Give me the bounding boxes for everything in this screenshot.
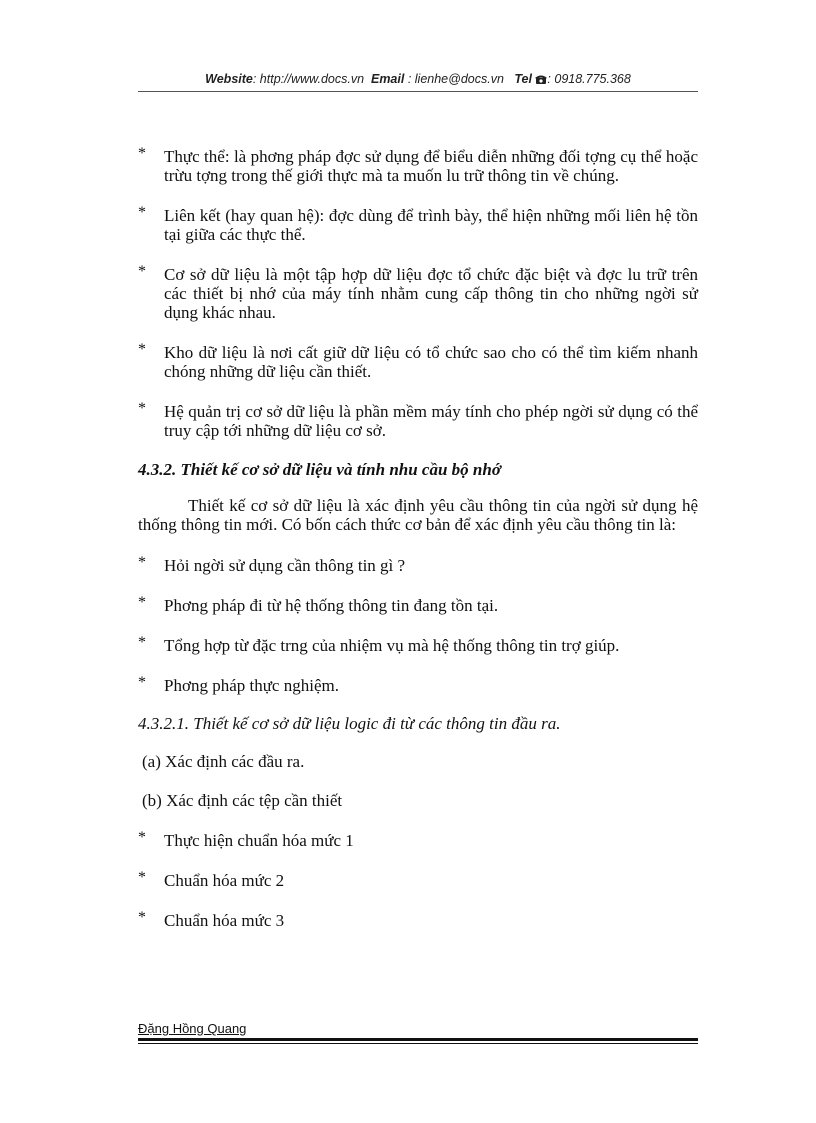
- footer-divider-thin: [138, 1043, 698, 1044]
- step-item: (a) Xác định các đầu ra.: [142, 752, 305, 771]
- definition-item: [138, 147, 698, 185]
- definition-text: Kho dữ liệu là nơi cất giữ dữ liệu có tổ chức sao cho có thể tìm kiếm nhanh chóng những dữ liệu cần thiết.: [164, 343, 698, 381]
- footer-author: Đặng Hồng Quang: [138, 1021, 247, 1036]
- tel-value: : 0918.775.368: [547, 72, 631, 86]
- method-item: [138, 596, 698, 615]
- website-label: Website: [205, 72, 253, 86]
- bullet-star-icon: *: [138, 204, 146, 221]
- email-label: Email: [370, 72, 405, 86]
- tel-label: Tel: [514, 72, 532, 86]
- document-body: [138, 147, 698, 930]
- subsection-heading: 4.3.2.1. Thiết kế cơ sở dữ liệu logic đi từ các thông tin đầu ra.: [138, 714, 561, 733]
- normalization-text: Chuẩn hóa mức 3: [164, 911, 285, 930]
- bullet-star-icon: *: [138, 263, 146, 280]
- bullet-star-icon: *: [138, 674, 146, 691]
- definition-item: [138, 206, 698, 244]
- bullet-star-icon: *: [138, 909, 146, 926]
- bullet-star-icon: *: [138, 341, 146, 358]
- email-value: : lienhe@docs.vn: [407, 72, 504, 86]
- definition-text: Liên kết (hay quan hệ): đợc dùng để trình bày, thể hiện những mối liên hệ tồn tại giữa các thực thể.: [164, 206, 698, 244]
- normalization-item: [138, 911, 698, 930]
- bullet-star-icon: *: [138, 554, 146, 571]
- bullet-star-icon: *: [138, 869, 146, 886]
- method-text: Hỏi ngời sử dụng cần thông tin gì ?: [164, 556, 406, 575]
- page-header: [138, 72, 698, 88]
- definition-item: [138, 265, 698, 322]
- method-text: Phơng pháp đi từ hệ thống thông tin đang tồn tại.: [164, 596, 499, 615]
- section-heading: 4.3.2. Thiết kế cơ sở dữ liệu và tính nhu cầu bộ nhớ: [138, 460, 501, 479]
- definition-text: Thực thể: là phơng pháp đợc sử dụng để biểu diễn những đối tợng cụ thể hoặc trừu tợng trong thế giới thực mà ta muốn lu trữ thông tin về chúng.: [164, 147, 698, 185]
- definition-item: [138, 343, 698, 381]
- telephone-icon: [535, 74, 547, 88]
- method-item: [138, 556, 698, 575]
- method-item: [138, 636, 698, 655]
- definition-text: Hệ quản trị cơ sở dữ liệu là phần mềm máy tính cho phép ngời sử dụng có thể truy cập tới những dữ liệu cơ sở.: [164, 402, 698, 440]
- bullet-star-icon: *: [138, 829, 146, 846]
- normalization-text: Chuẩn hóa mức 2: [164, 871, 285, 890]
- method-text: Phơng pháp thực nghiệm.: [164, 676, 339, 695]
- bullet-star-icon: *: [138, 594, 146, 611]
- header-divider: [138, 91, 698, 92]
- definition-text: Cơ sở dữ liệu là một tập hợp dữ liệu đợc tổ chức đặc biệt và đợc lu trữ trên các thiết bị nhớ của máy tính nhằm cung cấp thông tin cho những ngời sử dụng khác nhau.: [164, 265, 698, 322]
- bullet-star-icon: *: [138, 145, 146, 162]
- bullet-star-icon: *: [138, 634, 146, 651]
- step-item: (b) Xác định các tệp cần thiết: [142, 791, 343, 810]
- normalization-text: Thực hiện chuẩn hóa mức 1: [164, 831, 354, 850]
- footer-divider-thick: [138, 1038, 698, 1041]
- method-item: [138, 676, 698, 695]
- normalization-item: [138, 871, 698, 890]
- method-text: Tổng hợp từ đặc trng của nhiệm vụ mà hệ thống thông tin trợ giúp.: [164, 636, 620, 655]
- website-value: : http://www.docs.vn: [252, 72, 365, 86]
- definition-item: [138, 402, 698, 440]
- bullet-star-icon: *: [138, 400, 146, 417]
- section-paragraph: Thiết kế cơ sở dữ liệu là xác định yêu cầu thông tin của ngời sử dụng hệ thống thông tin mới. Có bốn cách thức cơ bản để xác định yêu cầu thông tin là:: [138, 496, 698, 534]
- normalization-item: [138, 831, 698, 850]
